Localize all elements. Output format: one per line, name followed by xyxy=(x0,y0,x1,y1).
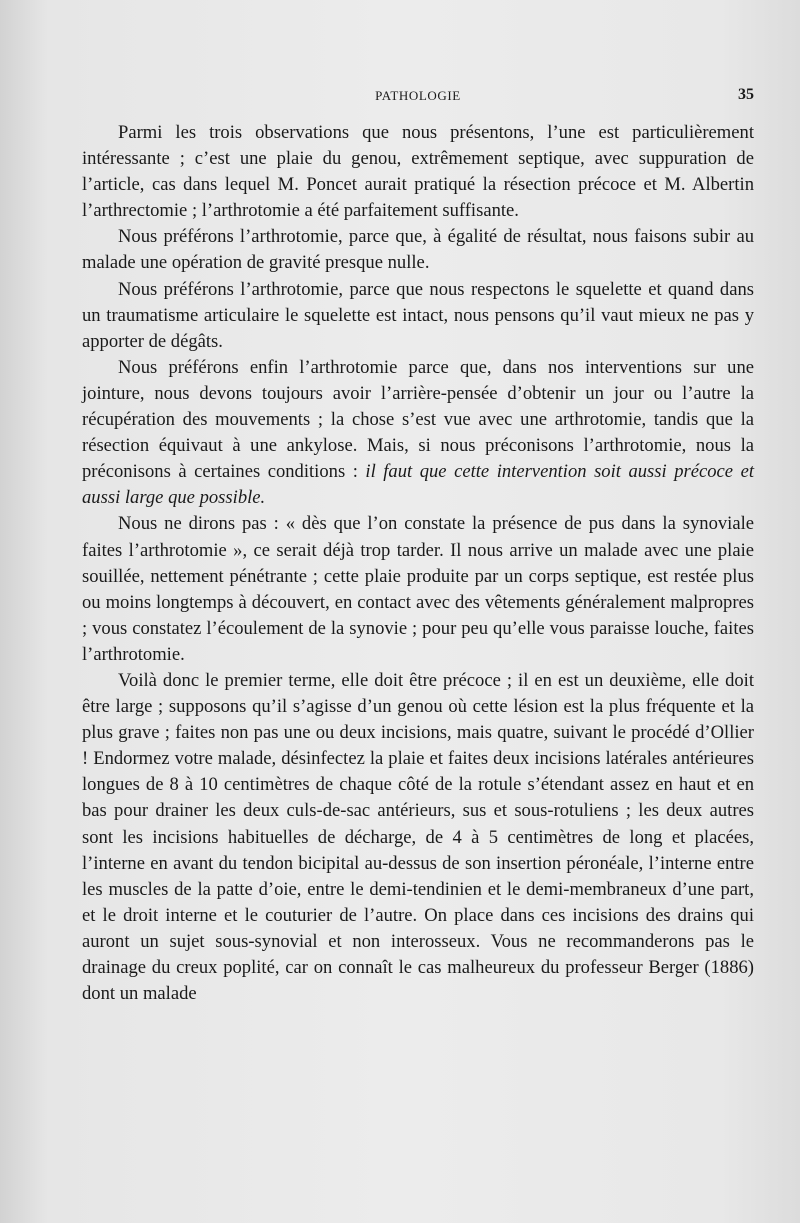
paragraph-1: Parmi les trois observations que nous présentons, l’une est particulièrement intéressante ; c’est une plaie du genou, extrêmement septique, avec suppuration de l’article, cas dans lequel M. Poncet aurait pratiqué la résection précoce et M. Albertin l’arthrectomie ; l’arthrotomie a été parfaitement suffisante. xyxy=(82,122,754,222)
body-text xyxy=(82,120,754,1007)
paragraph-6: Voilà donc le premier terme, elle doit être précoce ; il en est un deuxième, elle doit être large ; supposons qu’il s’agisse d’un genou où cette lésion est la plus fréquente et la plus grave ; faites non pas une ou deux incisions, mais quatre, suivant le procédé d’Ollier ! Endormez votre malade, désinfectez la plaie et faites deux incisions latérales antérieures longues de 8 à 10 centimètres de chaque côté de la rotule s’étendant assez en haut et en bas pour drainer les deux culs-de-sac antérieurs, sus et sous-rotuliens ; les deux autres sont les incisions habituelles de décharge, de 4 à 5 centimètres de long et placées, l’interne en avant du tendon bicipital au-dessus de son insertion péronéale, l’interne entre les muscles de la patte d’oie, entre le demi-tendinien et le demi-membraneux d’une part, et le droit interne et le couturier de l’autre. On place dans ces incisions des drains qui auront un sujet sous-synovial et non interosseux. Vous ne recommanderons pas le drainage du creux poplité, car on connaît le cas malheureux du professeur Berger (1886) dont un malade xyxy=(82,669,754,1005)
page-number: 35 xyxy=(738,86,754,103)
running-head xyxy=(82,86,754,106)
paragraph-4 xyxy=(82,355,754,512)
paragraph-4-text: Nous préférons enfin l’arthrotomie parce que, dans nos interventions sur une jointure, nous devons toujours avoir l’arrière-pensée d’obtenir un jour ou l’autre la récupération des mouvements ; la chose s’est vue avec une arthrotomie, tandis que la résection équivaut à une ankylose. Mais, si nous préconisons l’arthrotomie, nous la préconisons à certaines conditions : xyxy=(82,356,754,483)
paragraph-4-italic-text: il faut que cette intervention soit aussi précoce et aussi large que possible. xyxy=(82,461,754,509)
paragraph-2: Nous préférons l’arthrotomie, parce que, à égalité de résultat, nous faisons subir au malade une opération de gravité presque nulle. xyxy=(82,226,754,274)
running-title: PATHOLOGIE xyxy=(375,88,461,103)
paragraph-5: Nous ne dirons pas : « dès que l’on constate la présence de pus dans la synoviale faites l’arthrotomie », ce serait déjà trop tarder. Il nous arrive un malade avec une plaie souillée, nettement pénétrante ; cette plaie produite par un corps septique, est restée plus ou moins longtemps à découvert, en contact avec des vêtements généralement malpropres ; vous constatez l’écoulement de la synovie ; pour peu qu’elle vous paraisse louche, faites l’arthrotomie. xyxy=(82,513,754,665)
paragraph-3: Nous préférons l’arthrotomie, parce que nous respectons le squelette et quand dans un traumatisme articulaire le squelette est intact, nous pensons qu’il vaut mieux ne pas y apporter de dégâts. xyxy=(82,278,754,352)
